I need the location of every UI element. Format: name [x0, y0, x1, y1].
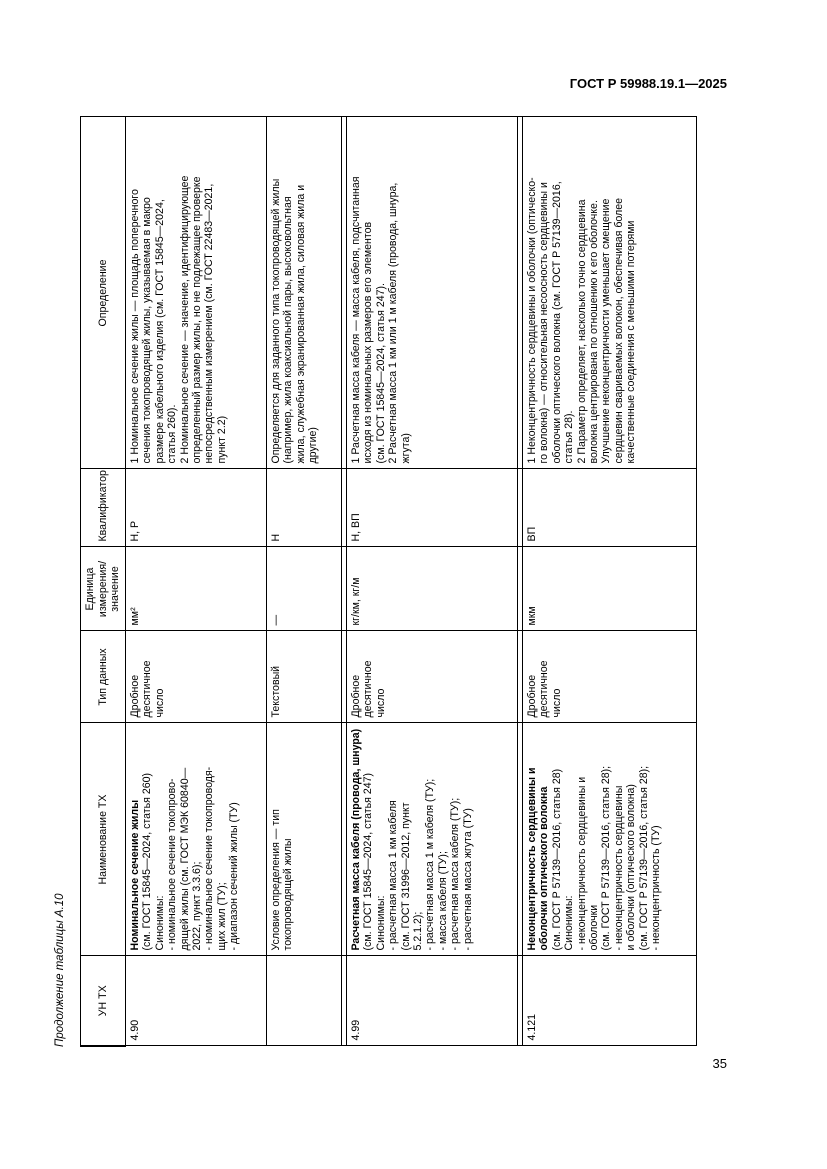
name-line: - расчетная масса 1 м кабеля (ТУ);	[424, 778, 437, 951]
definition-line: (см. ГОСТ 15845—2024, статья 247).	[374, 283, 387, 464]
name-line: - масса кабеля (ТУ);	[436, 851, 449, 951]
characteristics-table	[80, 117, 697, 1048]
definition-line: 1 Расчетная масса кабеля — масса кабеля, подсчитанная	[350, 176, 362, 464]
cell-qualifier: Н, Р	[126, 469, 267, 547]
header-name: Наименование ТХ	[81, 723, 126, 956]
cell-type: Дробное десятичное число	[523, 631, 697, 723]
name-line: (см. ГОСТ Р 57139—2016, статья 28);	[600, 765, 613, 951]
definition-line: 2 Параметр определяет, насколько точно сердцевина	[575, 199, 588, 464]
name-line: (см. ГОСТ 15845—2024, статья 260)	[141, 772, 154, 951]
name-line: щих жил (ТУ);	[215, 882, 228, 951]
name-line: - неконцентричность (ТУ)	[650, 825, 663, 951]
definition-line: сечения токопроводящей жилы, указываемая в макро	[141, 197, 154, 464]
name-line: - расчетная масса кабеля (ТУ);	[449, 797, 462, 951]
header-definition: Определение	[81, 117, 126, 469]
definition-line: (например, жила коаксиальной пары, высоковольтная	[282, 196, 295, 464]
definition-line: исходя из номинальных размеров его элементов	[362, 221, 375, 464]
definition-line: 2 Номинальное сечение — значение, идентифицирующее	[178, 175, 191, 464]
definition-line: непосредственным измерением (см. ГОСТ 22483—2021,	[203, 183, 216, 464]
name-line: (см. ГОСТ 31996—2012, пункт	[399, 802, 412, 951]
cell-qualifier: ВП	[523, 469, 697, 547]
definition-line: 2 Расчетная масса 1 км или 1 м кабеля (провода, шнура,	[387, 182, 400, 464]
cell-unit: —	[267, 547, 342, 631]
definition-line: волокна центрирована по отношению к его оболочке.	[588, 200, 601, 464]
cell-un: 4.121	[523, 956, 697, 1046]
name-line: Синонимы:	[153, 895, 166, 951]
cell-type: Дробное десятичное число	[126, 631, 267, 723]
header-type: Тип данных	[81, 631, 126, 723]
name-line: (см. ГОСТ Р 57139—2016, статья 28);	[637, 765, 650, 951]
definition-line: сердцевин сваривaемых волокон, обеспечивая более	[612, 197, 625, 464]
cell-un: 4.99	[347, 956, 518, 1046]
name-line: Синонимы:	[374, 895, 387, 951]
name-line: - номинальное сечение токопроводя-	[203, 766, 216, 951]
document-code: ГОСТ Р 59988.19.1—2025	[569, 76, 727, 91]
cell-definition	[347, 117, 518, 469]
table-row	[126, 117, 267, 1046]
cell-unit: кг/км, кг/м	[347, 547, 518, 631]
cell-un	[267, 956, 342, 1046]
cell-definition	[126, 117, 267, 469]
table-row	[523, 117, 697, 1046]
name-line: - диапазон сечений жилы (ТУ)	[228, 802, 241, 951]
definition-line: оболочки оптического волокна (см. ГОСТ Р 57139—2016,	[550, 181, 563, 464]
table-header-row	[81, 117, 126, 1046]
cell-type: Дробное десятичное число	[347, 631, 518, 723]
page-number: 35	[712, 1056, 727, 1071]
definition-line: качественные соединения с меньшими потерями	[625, 220, 638, 464]
cell-qualifier: Н	[267, 469, 342, 547]
table-row	[267, 117, 342, 1046]
cell-name	[267, 723, 342, 956]
definition-line: другие)	[307, 427, 320, 464]
cell-unit: мм²	[126, 547, 267, 631]
cell-type: Текстовый	[267, 631, 342, 723]
definition-line: размере кабельного изделия (см. ГОСТ 15845—2024,	[153, 199, 166, 464]
cell-name	[523, 723, 697, 956]
definition-line: 1 Номинальное сечение жилы — площадь поперечного	[129, 189, 141, 464]
name-line: - расчетная масса жгута (ТУ)	[461, 808, 474, 951]
name-title: Номинальное сечение жилы	[129, 799, 141, 951]
name-line: (см. ГОСТ 15845—2024, статья 247)	[362, 772, 375, 951]
name-line: оболочки	[588, 904, 601, 951]
definition-line: пункт 2.2)	[215, 415, 228, 464]
header-unit: Единица измерения/ значение	[81, 547, 126, 631]
definition-line: определенный размер жилы, но не подлежащее проверке	[191, 176, 204, 464]
cell-definition	[267, 117, 342, 469]
name-line: - неконцентричность сердцевины	[612, 785, 625, 951]
name-line: (см. ГОСТ Р 57139—2016, статья 28)	[550, 768, 563, 951]
definition-line: го волокна) — относительная несоосность сердцевины и	[538, 182, 551, 464]
table-continuation-caption: Продолжение таблицы А.10	[54, 893, 66, 1047]
name-line: - неконцентричность сердцевины и	[575, 776, 588, 951]
name-line: и оболочки (оптического волокна)	[625, 784, 638, 951]
definition-line: Улучшение неконцентричности уменьшает смещение	[600, 198, 613, 464]
table-row	[347, 117, 518, 1046]
name-line: Синонимы:	[563, 895, 576, 951]
definition-line: статья 28).	[563, 410, 576, 464]
name-title: Неконцентричность сердцевины и оболочки оптического волокна	[526, 767, 551, 951]
name-line: Условие определения — тип	[270, 809, 282, 951]
definition-line: Определяется для заданного типа токопроводящей жилы	[270, 178, 282, 464]
name-line: 5.2.1.2);	[412, 911, 425, 951]
definition-line: жгута)	[399, 433, 412, 464]
cell-unit: мкм	[523, 547, 697, 631]
name-line: дящей жилы (см. ГОСТ МЭК 60840—	[178, 767, 191, 951]
name-line: 2022, пункт 3.3.6);	[191, 861, 204, 951]
cell-name	[347, 723, 518, 956]
name-line: - номинальное сечение токопрово-	[166, 778, 179, 951]
name-line: - расчетная масса 1 км кабеля	[387, 800, 400, 951]
cell-un: 4.90	[126, 956, 267, 1046]
definition-line: 1 Неконцентричность сердцевины и оболочки (оптическо-	[526, 177, 538, 464]
cell-qualifier: Н, ВП	[347, 469, 518, 547]
cell-name	[126, 723, 267, 956]
name-title: Расчетная масса кабеля (провода, шнура)	[350, 728, 362, 951]
header-un: УН ТХ	[81, 956, 126, 1046]
definition-line: жила, служебная экранированная жила, силовая жила и	[294, 184, 307, 464]
definition-line: статья 260).	[166, 404, 179, 464]
name-line: токопроводящей жилы	[282, 838, 295, 951]
cell-definition	[523, 117, 697, 469]
rotated-table-container	[80, 118, 727, 1047]
header-qualifier: Квалификатор	[81, 469, 126, 547]
